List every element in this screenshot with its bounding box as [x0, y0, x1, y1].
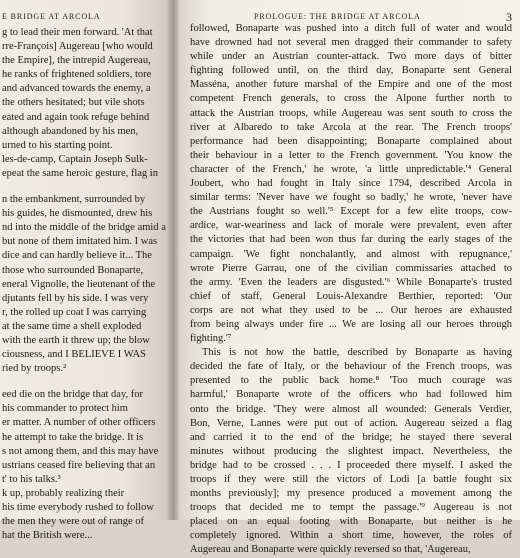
text-line: dice and can hardly believe it... The — [2, 250, 152, 262]
text-line: t' to his talks.³ — [2, 473, 61, 485]
text-line: ardice, war-weariness and lack of morale were prevalent, even after — [190, 220, 512, 232]
text-line: ciousness, and I BELIEVE I WAS — [2, 349, 146, 361]
text-line: and advanced towards the enemy, a — [2, 83, 151, 95]
text-line: ried by troops.² — [2, 363, 67, 375]
text-line: performance had been disappointing; Bonaparte complained about — [190, 135, 512, 147]
left-text-block — [2, 26, 172, 543]
text-line: with the earth it threw up; the blow — [2, 334, 150, 346]
text-line: minutes without producing the slightest impact. Nevertheless, the — [190, 445, 512, 457]
text-line: followed, Bonaparte was pushed into a ditch full of water and would — [190, 23, 512, 34]
text-line: the others hesitated; but vile shots — [2, 97, 145, 109]
text-line: urned to his starting point. — [2, 139, 113, 151]
text-line: campaign. 'We fight nonchalantly, and almost with repugnance,' — [190, 248, 512, 260]
text-line: harmful,' Bonaparte wrote of the officers who had followed him — [190, 389, 512, 401]
text-line: and carried it to the end of the bridge; he stayed there several — [190, 431, 512, 443]
left-running-head: E BRIDGE AT ARCOLA — [2, 12, 101, 21]
text-line: presented to the public back home.⁸ 'Too much courage was — [190, 375, 512, 387]
text-line: fighting followed until, on the third day, Bonaparte sent General — [190, 65, 512, 77]
right-text-block — [190, 22, 512, 558]
text-line: months previously]; my presence produced a movement among the — [190, 488, 512, 500]
paragraph-gap — [2, 181, 172, 193]
text-line: eneral Vignolle, the lieutenant of the — [2, 278, 156, 290]
text-line: fighting.'⁷ — [190, 333, 232, 345]
text-line: he attempt to take the bridge. It is — [2, 431, 144, 443]
text-line: r, the rolled up coat I was carrying — [2, 306, 147, 318]
text-line: although abandoned by his men, — [2, 125, 139, 137]
page-number: 3 — [506, 10, 512, 24]
text-line: but none of them imitated him. I was — [2, 236, 158, 248]
text-line: eed die on the bridge that day, for — [2, 389, 144, 401]
text-line: while under an Austrian counter-attack. Two more days of bitter — [190, 51, 512, 63]
text-line: his commander to protect him — [2, 403, 128, 415]
text-line: river at Albaredo to take Arcola at the rear. The French troops' — [190, 121, 512, 133]
text-line: decided the fate of Italy, or the behaviour of the French troops, was — [190, 361, 512, 373]
paragraph-1 — [190, 22, 512, 346]
right-page — [176, 0, 520, 556]
text-line: he ranks of frightened soldiers, tore — [2, 69, 152, 81]
text-line: at the same time a shell exploded — [2, 320, 142, 332]
paragraph-2 — [190, 346, 512, 557]
text-line: This is not how the battle, described by Bonaparte as having — [202, 347, 512, 359]
text-line: les-de-camp, Captain Joseph Sulk- — [2, 153, 148, 165]
text-line: their behaviour in a letter to the French government. 'You know the — [190, 149, 512, 161]
text-line: the victories that had been won thus far during the early stages of the — [190, 234, 512, 246]
right-running-head: PROLOGUE: THE BRIDGE AT ARCOLA — [254, 12, 421, 21]
text-line: wrote Pierre Garrau, one of the civilian commissaries attached to — [190, 262, 512, 274]
text-line: bridge had to be crossed . . . I proceeded there myself. I asked the — [190, 459, 512, 471]
text-line: troops that decided me to tempt the passage.'⁹ Augereau is not — [190, 502, 512, 514]
text-line: nd into the middle of the bridge amid a — [2, 222, 166, 234]
text-line: Bon, Verne, Lannes were put out of action. Augereau seized a flag — [190, 417, 512, 429]
text-line: k up, probably realizing their — [2, 487, 125, 499]
text-line: similar terms: 'Never have we fought so badly,' he wrote, 'never have — [190, 192, 512, 204]
text-line: chief of staff, General Louis-Alexandre Berthier, reported: 'Our — [190, 290, 512, 302]
text-line: the men they were out of range of — [2, 516, 144, 528]
text-line: hat the British were... — [2, 530, 93, 542]
text-line: ustrians ceased fire believing that an — [2, 459, 156, 471]
text-line: troops if they were still the victors of Lodi [a battle fought six — [190, 474, 512, 485]
text-line: the Austrians fought so well.'⁵ Except for a few elite troops, cow- — [190, 206, 512, 218]
text-line: Augereau and Bonaparte were quickly reversed so that, 'Augereau, — [190, 544, 471, 556]
text-line: eated and again took refuge behind — [2, 111, 150, 123]
text-line: corps are not what they used to be ... Our heroes are exhausted — [190, 304, 512, 316]
text-line: competent French generals, to cross the Alpone further north to — [190, 93, 512, 105]
text-line: placed on an equal footing with Bonaparte, but neither is he — [190, 516, 512, 528]
paragraph-gap — [2, 376, 172, 388]
text-line: from being always under fire ... We are losing all our heroes through — [190, 318, 512, 330]
text-line: g to lead their men forward. 'At that — [2, 27, 153, 38]
text-line: the army. 'Even the leaders are disgusted.'⁶ While Bonaparte's trusted — [190, 276, 512, 288]
text-line: have drowned had not several men dragged their commander to safety — [190, 37, 512, 49]
text-line: character of the French,' he wrote, 'a little unpredictable.'⁴ General — [190, 163, 512, 175]
text-line: er matter. A number of other officers — [2, 417, 156, 429]
text-line: n the embankment, surrounded by — [2, 194, 146, 206]
text-line: the Empire], the intrepid Augereau, — [2, 55, 151, 67]
text-line: onto the bridge. 'They were almost all wounded: Generals Verdier, — [190, 403, 512, 415]
text-line: his guides, he dismounted, drew his — [2, 208, 153, 220]
text-line: djutants fell by his side. I was very — [2, 292, 149, 304]
text-line: Joubert, who had fought in Italy since 1794, described Arcola in — [190, 178, 512, 190]
text-line: his time everybody rushed to follow — [2, 502, 154, 513]
text-line: rre-François] Augereau [who would — [2, 41, 153, 53]
text-line: attack the Austrian troops, while Augereau was sent south to cross the — [190, 107, 512, 119]
text-line: those who surrounded Bonaparte, — [2, 264, 144, 276]
book-gutter-shadow — [166, 0, 180, 520]
left-page — [0, 0, 172, 542]
text-line: Masséna, another future marshal of the Empire and one of the most — [190, 79, 512, 91]
text-line: completely ignored. Within a short time, however, the roles of — [190, 530, 512, 542]
text-line: s not among them, and this may have — [2, 445, 159, 457]
text-line: epeat the same heroic gesture, flag in — [2, 167, 158, 179]
